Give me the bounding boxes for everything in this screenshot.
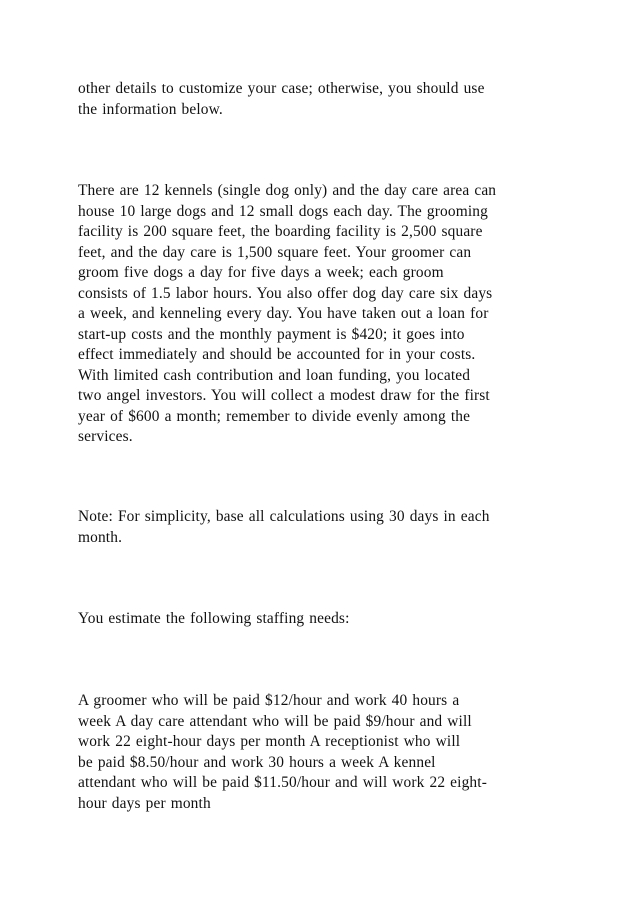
paragraph-staffing-intro	[78, 609, 568, 630]
text-line: a week, and kenneling every day. You have taken out a loan for	[78, 305, 489, 322]
text-line: groom five dogs a day for five days a week; each groom	[78, 264, 444, 281]
text-line: other details to customize your case; otherwise, you should use	[78, 80, 485, 97]
text-line: house 10 large dogs and 12 small dogs each day. The grooming	[78, 202, 488, 220]
text-line: facility is 200 square feet, the boarding facility is 2,500 square	[78, 223, 483, 240]
text-line: month.	[78, 528, 123, 546]
text-line: the information below.	[78, 100, 223, 118]
paragraph-intro	[78, 79, 568, 120]
text-line: effect immediately and should be accounted for in your costs.	[78, 346, 476, 363]
text-line: consists of 1.5 labor hours. You also offer dog day care six days	[78, 284, 493, 302]
text-line: be paid $8.50/hour and work 30 hours a week A kennel	[78, 753, 436, 771]
text-line: With limited cash contribution and loan funding, you located	[78, 366, 471, 384]
paragraph-note	[78, 507, 568, 548]
text-line: feet, and the day care is 1,500 square feet. Your groomer can	[78, 243, 472, 261]
paragraph-staffing-list	[78, 691, 568, 814]
text-line: There are 12 kennels (single dog only) and the day care area can	[78, 182, 497, 199]
paragraph-facility-details	[78, 181, 568, 448]
text-line: two angel investors. You will collect a modest draw for the first	[78, 387, 490, 404]
text-line: work 22 eight-hour days per month A receptionist who will	[78, 733, 461, 750]
text-line: services.	[78, 428, 133, 445]
text-line: attendant who will be paid $11.50/hour and will work 22 eight-	[78, 774, 487, 791]
text-line: week A day care attendant who will be paid $9/hour and will	[78, 712, 472, 730]
text-line: You estimate the following staffing needs:	[78, 610, 350, 627]
text-line: start-up costs and the monthly payment is $420; it goes into	[78, 325, 465, 343]
text-line: A groomer who will be paid $12/hour and work 40 hours a	[78, 692, 460, 709]
text-line: year of $600 a month; remember to divide evenly among the	[78, 407, 471, 425]
text-line: Note: For simplicity, base all calculations using 30 days in each	[78, 508, 490, 525]
text-line: hour days per month	[78, 794, 211, 812]
